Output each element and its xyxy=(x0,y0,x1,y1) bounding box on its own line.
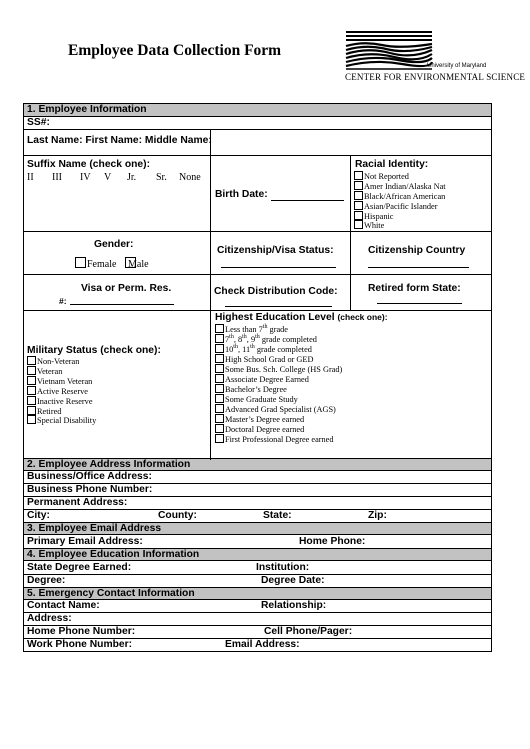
rule xyxy=(23,310,492,311)
military-option[interactable] xyxy=(27,396,93,406)
education-option-label: First Professional Degree earned xyxy=(225,435,334,444)
checkbox[interactable] xyxy=(215,424,224,433)
degree-date-label[interactable]: Degree Date: xyxy=(261,575,325,586)
suffix-option[interactable]: V xyxy=(104,172,112,183)
rule xyxy=(23,612,492,613)
column-divider-left xyxy=(210,129,211,460)
checkbox[interactable] xyxy=(215,414,224,423)
education-option-label: Master’s Degree earned xyxy=(225,415,305,424)
emergency-address-label[interactable]: Address: xyxy=(27,613,72,624)
citizenship-country-field[interactable] xyxy=(368,267,469,268)
checkbox[interactable] xyxy=(354,220,363,229)
education-option-label: Some Graduate Study xyxy=(225,395,298,404)
racial-option[interactable] xyxy=(354,171,409,181)
suffix-option[interactable]: Jr. xyxy=(127,172,137,183)
education-option[interactable] xyxy=(215,414,304,424)
names-label[interactable]: Last Name: First Name: Middle Name: xyxy=(27,135,212,146)
education-option-label: High School Grad or GED xyxy=(225,355,314,364)
form-border-left xyxy=(23,103,24,651)
rule xyxy=(23,534,492,535)
education-option-label: , 8 xyxy=(233,335,243,344)
checkbox[interactable] xyxy=(27,356,36,365)
state-label[interactable]: State: xyxy=(263,510,292,521)
column-divider-right xyxy=(350,155,351,310)
checkbox[interactable] xyxy=(354,181,363,190)
checkbox[interactable] xyxy=(215,434,224,443)
checkbox[interactable] xyxy=(354,191,363,200)
gender-male-label: Male xyxy=(128,259,149,270)
racial-option-label: Black/African American xyxy=(364,192,446,201)
section-3-title: 3. Employee Email Address xyxy=(27,523,162,534)
military-option-label: Veteran xyxy=(37,367,63,376)
military-option-label: Retired xyxy=(37,407,62,416)
business-phone-label[interactable]: Business Phone Number: xyxy=(27,484,153,495)
education-level-hint: (check one): xyxy=(337,312,388,322)
logo-hills-icon xyxy=(346,32,432,69)
checkbox[interactable] xyxy=(215,384,224,393)
contact-name-label[interactable]: Contact Name: xyxy=(27,600,100,611)
education-option-label: , 11 xyxy=(237,345,251,354)
suffix-option[interactable]: III xyxy=(52,172,62,183)
military-option-label: Non-Veteran xyxy=(37,357,80,366)
checkbox[interactable] xyxy=(215,334,224,343)
zip-label[interactable]: Zip: xyxy=(368,510,387,521)
military-option-label: Special Disability xyxy=(37,416,97,425)
form-border-right xyxy=(491,103,492,651)
birth-date-field[interactable] xyxy=(271,200,344,201)
business-office-address-label[interactable]: Business/Office Address: xyxy=(27,471,152,482)
racial-option[interactable] xyxy=(354,181,446,191)
education-option-label: , 9 xyxy=(246,335,256,344)
education-option-label: Associate Degree Earned xyxy=(225,375,309,384)
education-option-label: grade completed xyxy=(254,345,312,354)
education-option[interactable] xyxy=(215,344,312,354)
checkbox[interactable] xyxy=(27,366,36,375)
rule xyxy=(23,274,492,275)
education-option-label: grade completed xyxy=(259,335,317,344)
checkbox[interactable] xyxy=(215,404,224,413)
education-option[interactable] xyxy=(215,424,304,434)
education-option-label: Advanced Grad Specialist (AGS) xyxy=(225,405,336,414)
education-option[interactable] xyxy=(215,384,287,394)
racial-option[interactable] xyxy=(354,201,438,211)
ordinal-suffix: th xyxy=(255,334,260,341)
military-option[interactable] xyxy=(27,415,96,425)
logo-university-text: University of Maryland xyxy=(427,63,487,69)
relationship-label[interactable]: Relationship: xyxy=(261,600,327,611)
suffix-option[interactable]: II xyxy=(27,172,34,183)
birth-date-label: Birth Date: xyxy=(215,189,268,200)
checkbox[interactable] xyxy=(27,415,36,424)
racial-option-label: Asian/Pacific Islander xyxy=(364,202,438,211)
suffix-option[interactable]: Sr. xyxy=(156,172,167,183)
ordinal-suffix: th xyxy=(262,324,268,331)
checkbox[interactable] xyxy=(215,374,224,383)
military-option[interactable] xyxy=(27,366,62,376)
education-level-label xyxy=(215,312,388,323)
county-label[interactable]: County: xyxy=(158,510,197,521)
work-phone-label[interactable]: Work Phone Number: xyxy=(27,639,133,650)
rule xyxy=(23,155,492,156)
section-4-title: 4. Employee Education Information xyxy=(27,549,200,560)
employee-form xyxy=(23,103,492,651)
rule xyxy=(23,116,492,117)
education-option-label: Bachelor’s Degree xyxy=(225,385,287,394)
logo-center-text: CENTER FOR ENVIRONMENTAL SCIENCE xyxy=(345,72,526,82)
primary-email-label[interactable]: Primary Email Address: xyxy=(27,536,143,547)
education-option[interactable] xyxy=(215,354,314,364)
ordinal-suffix: th xyxy=(229,334,234,341)
checkbox[interactable] xyxy=(354,171,363,180)
education-option[interactable] xyxy=(215,434,334,444)
checkbox[interactable] xyxy=(27,376,36,385)
citizenship-status-field[interactable] xyxy=(221,267,336,268)
city-label[interactable]: City: xyxy=(27,510,50,521)
home-phone-label[interactable]: Home Phone: xyxy=(299,536,366,547)
institution-label[interactable]: Institution: xyxy=(256,562,310,573)
rule xyxy=(23,560,492,561)
racial-option-label: Not Reported xyxy=(364,172,409,181)
military-option[interactable] xyxy=(27,376,92,386)
checkbox[interactable] xyxy=(215,344,224,353)
visa-number-field[interactable] xyxy=(70,304,174,305)
racial-option-label: White xyxy=(364,221,385,230)
checkbox[interactable] xyxy=(215,394,224,403)
gender-female-option[interactable] xyxy=(75,257,116,270)
permanent-address-label[interactable]: Permanent Address: xyxy=(27,497,128,508)
check-distribution-label: Check Distribution Code: xyxy=(214,286,338,297)
checkbox[interactable] xyxy=(215,354,224,363)
checkbox[interactable] xyxy=(354,201,363,210)
checkbox[interactable] xyxy=(27,386,36,395)
education-level-title: Highest Education Level xyxy=(215,312,335,323)
education-option[interactable] xyxy=(215,324,288,334)
gender-label: Gender: xyxy=(94,239,134,250)
section-2-title: 2. Employee Address Information xyxy=(27,459,191,470)
citizenship-status-label: Citizenship/Visa Status: xyxy=(217,245,334,256)
education-option-label: Less than 7 xyxy=(225,325,263,334)
state-degree-label[interactable]: State Degree Earned: xyxy=(27,562,132,573)
education-option-label: Some Bus. Sch. College (HS Grad) xyxy=(225,365,343,374)
checkbox[interactable] xyxy=(354,211,363,220)
ordinal-suffix: th xyxy=(250,344,255,351)
racial-identity-label: Racial Identity: xyxy=(355,159,429,170)
ordinal-suffix: th xyxy=(242,334,247,341)
emergency-home-phone-label[interactable]: Home Phone Number: xyxy=(27,626,136,637)
education-option[interactable] xyxy=(215,334,317,344)
suffix-option[interactable]: IV xyxy=(80,172,91,183)
military-option-label: Inactive Reserve xyxy=(37,397,93,406)
page-title: Employee Data Collection Form xyxy=(68,42,282,59)
rule xyxy=(23,129,492,130)
retired-state-field[interactable] xyxy=(377,303,462,304)
education-option[interactable] xyxy=(215,374,309,384)
rule xyxy=(23,574,492,575)
checkbox[interactable] xyxy=(215,364,224,373)
suffix-label: Suffix Name (check one): xyxy=(27,159,151,170)
checkbox[interactable] xyxy=(27,406,36,415)
rule xyxy=(23,651,492,652)
racial-option-label: Amer Indian/Alaska Nat xyxy=(364,182,446,191)
degree-label[interactable]: Degree: xyxy=(27,575,66,586)
military-option-label: Vietnam Veteran xyxy=(37,377,93,386)
emergency-email-label[interactable]: Email Address: xyxy=(225,639,300,650)
visa-number-label: #: xyxy=(59,296,67,306)
rule xyxy=(23,509,492,510)
education-option[interactable] xyxy=(215,364,342,374)
racial-option-label: Hispanic xyxy=(364,212,394,221)
military-option[interactable] xyxy=(27,356,79,366)
section-5-title: 5. Emergency Contact Information xyxy=(27,588,195,599)
education-option-label: grade xyxy=(267,325,288,334)
suffix-option[interactable]: None xyxy=(179,172,201,183)
cell-phone-label[interactable]: Cell Phone/Pager: xyxy=(264,626,353,637)
racial-option[interactable] xyxy=(354,220,384,230)
ordinal-suffix: th xyxy=(233,344,238,351)
checkbox[interactable] xyxy=(125,257,136,268)
check-distribution-field[interactable] xyxy=(225,306,332,307)
military-option-label: Active Reserve xyxy=(37,387,88,396)
military-status-label: Military Status (check one): xyxy=(27,345,161,356)
education-option[interactable] xyxy=(215,404,336,414)
racial-option[interactable] xyxy=(354,191,445,201)
education-option-label: 7 xyxy=(225,335,230,344)
education-option-label: 10 xyxy=(225,345,234,354)
section-1-title: 1. Employee Information xyxy=(27,104,147,115)
ssn-label[interactable]: SS#: xyxy=(27,117,50,128)
gender-female-label: Female xyxy=(87,259,117,270)
military-option[interactable] xyxy=(27,386,88,396)
checkbox[interactable] xyxy=(27,396,36,405)
citizenship-country-label: Citizenship Country xyxy=(368,245,466,256)
rule xyxy=(23,231,492,232)
education-option-label: Doctoral Degree earned xyxy=(225,425,305,434)
education-option[interactable] xyxy=(215,394,298,404)
gender-male-option[interactable] xyxy=(125,257,149,270)
checkbox[interactable] xyxy=(215,324,224,333)
retired-state-label: Retired form State: xyxy=(368,283,461,294)
visa-label: Visa or Perm. Res. xyxy=(81,283,172,294)
checkbox[interactable] xyxy=(75,257,86,268)
